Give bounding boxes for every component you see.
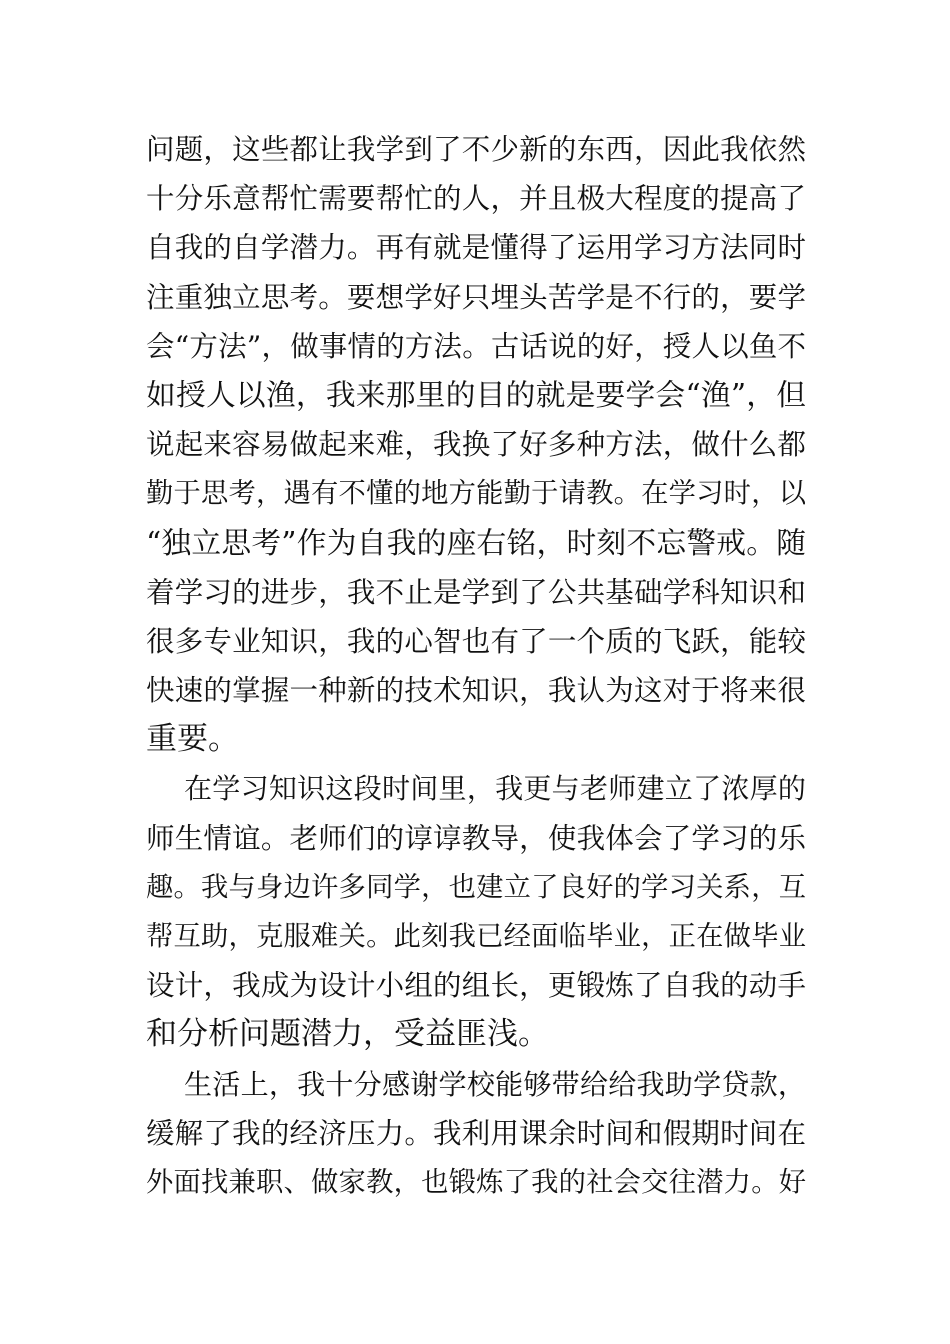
text-line: 设计，我成为设计小组的组长，更锻炼了自我的动手 (146, 969, 806, 1003)
text-line: 生活上，我十分感谢学校能够带给给我助学贷款， (184, 1067, 806, 1101)
paragraph-1 (146, 125, 806, 764)
text-line: 缓解了我的经济压力。我利用课余时间和假期时间在 (146, 1116, 806, 1150)
paragraph-3 (146, 1060, 806, 1208)
text-line: 和分析问题潜力，受益匪浅。 (146, 1016, 549, 1053)
text-line: 自我的自学潜力。再有就是懂得了运用学习方法同时 (146, 231, 806, 265)
text-line: 趣。我与身边许多同学，也建立了良好的学习关系，互 (146, 871, 806, 903)
text-line: 注重独立思考。要想学好只埋头苦学是不行的，要学 (146, 280, 806, 314)
text-line: 勤于思考，遇有不懂的地方能勤于请教。在学习时，以 (146, 478, 806, 510)
text-line: 师生情谊。老师们的谆谆教导，使我体会了学习的乐 (146, 821, 806, 855)
text-line: 外面找兼职、做家教，也锻炼了我的社会交往潜力。好 (146, 1166, 806, 1198)
text-line: 说起来容易做起来难，我换了好多种方法，做什么都 (146, 428, 806, 462)
text-line: 很多专业知识，我的心智也有了一个质的飞跃，能较 (146, 624, 806, 658)
text-line: “独立思考”作为自我的座右铭，时刻不忘警戒。随 (146, 525, 806, 561)
paragraph-2 (146, 764, 806, 1059)
text-line: 会“方法”，做事情的方法。古话说的好，授人以鱼不 (146, 329, 806, 363)
text-line: 着学习的进步，我不止是学到了公共基础学科知识和 (146, 575, 806, 609)
text-line: 如授人以渔，我来那里的目的就是要学会“渔”，但 (146, 377, 806, 413)
text-line: 重要。 (146, 721, 239, 758)
body-text (146, 125, 806, 1207)
text-line: 帮互助，克服难关。此刻我已经面临毕业，正在做毕业 (146, 921, 806, 952)
text-line: 十分乐意帮忙需要帮忙的人，并且极大程度的提高了 (146, 182, 806, 216)
text-line: 快速的掌握一种新的技术知识，我认为这对于将来很 (146, 674, 806, 708)
text-line: 问题，这些都让我学到了不少新的东西，因此我依然 (146, 133, 806, 166)
text-line: 在学习知识这段时间里，我更与老师建立了浓厚的 (184, 772, 806, 806)
